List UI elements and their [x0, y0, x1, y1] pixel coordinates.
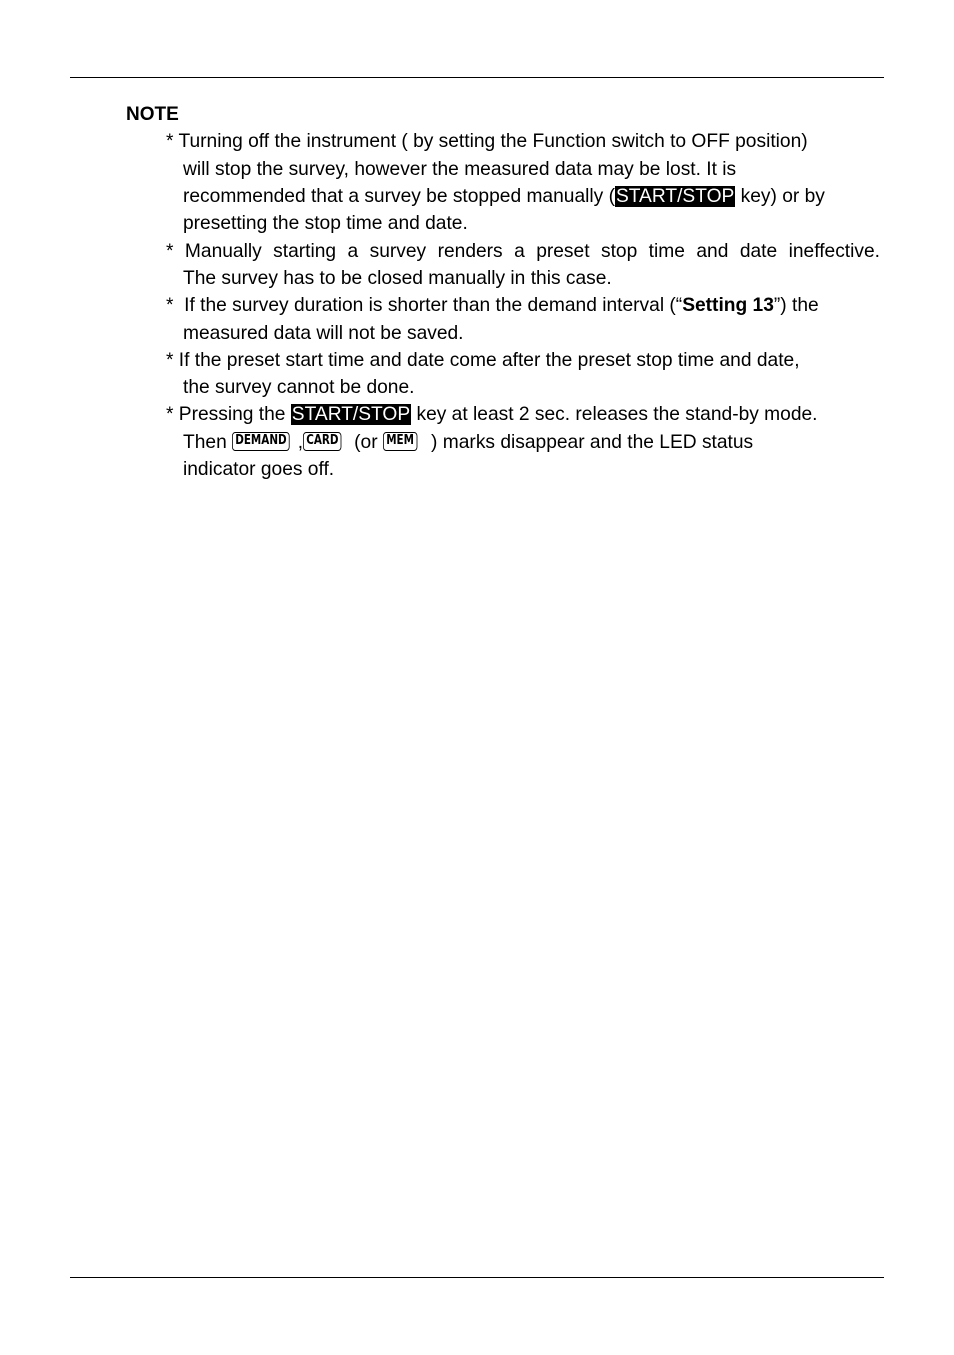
- text: key) or by: [735, 186, 825, 207]
- text: ”) the: [773, 295, 819, 316]
- text: The survey has to be closed manually in this case.: [183, 268, 612, 289]
- start-stop-key-label: START/STOP: [615, 186, 735, 207]
- note-item-5-line-1: [166, 404, 818, 426]
- text: * If the survey duration is shorter than the demand interval (“: [166, 295, 683, 316]
- text: presetting the stop time and date.: [183, 213, 468, 234]
- text: Then: [183, 432, 233, 453]
- text: * Pressing the: [166, 404, 291, 425]
- note-item-1-line-4: [183, 213, 468, 235]
- text: key at least 2 sec. releases the stand-by mode.: [411, 404, 818, 425]
- start-stop-key-label: START/STOP: [291, 404, 411, 425]
- card-mark-icon: CARD: [303, 432, 342, 451]
- mem-mark-icon: MEM: [383, 432, 417, 451]
- text: indicator goes off.: [183, 459, 335, 480]
- text: ,: [292, 432, 304, 453]
- text: (or: [343, 432, 383, 453]
- note-item-1-line-2: [183, 159, 736, 181]
- note-item-1-line-1: [166, 131, 808, 153]
- note-item-5-line-3: [183, 459, 334, 481]
- note-item-3-line-2: [183, 323, 464, 345]
- text: ) marks disappear and the LED status: [425, 432, 754, 453]
- text: the survey cannot be done.: [183, 377, 415, 398]
- header-rule: [70, 77, 884, 78]
- note-item-3-line-1: [166, 295, 880, 317]
- note-heading: NOTE: [126, 104, 179, 125]
- text: * Turning off the instrument ( by setting the Function switch to OFF position): [166, 131, 808, 152]
- demand-mark-icon: DEMAND: [232, 432, 290, 451]
- text: will stop the survey, however the measured data may be lost. It is: [183, 159, 737, 180]
- note-item-4-line-2: [183, 377, 414, 399]
- note-item-2-line-1: * Manually starting a survey renders a preset stop time and date ineffective.: [166, 241, 880, 262]
- setting-13-ref: Setting 13: [682, 295, 774, 316]
- text: measured data will not be saved.: [183, 323, 464, 344]
- note-item-2-line-2: [183, 268, 612, 290]
- text: * If the preset start time and date come after the preset stop time and date,: [166, 350, 800, 371]
- footer-rule: [70, 1277, 884, 1278]
- text: recommended that a survey be stopped manually (: [183, 186, 615, 207]
- note-item-5-line-2: [183, 432, 753, 454]
- note-item-4-line-1: [166, 350, 800, 372]
- note-item-1-line-3: [183, 186, 825, 208]
